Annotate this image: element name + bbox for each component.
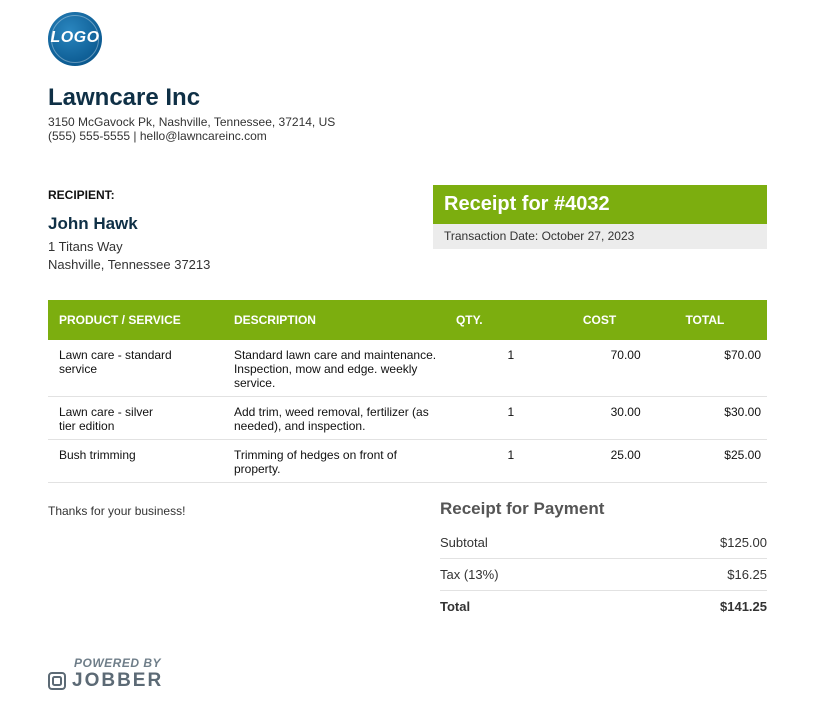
total-label: Total (440, 599, 471, 614)
cost-cell: 25.00 (572, 440, 675, 483)
company-logo (48, 12, 102, 66)
total-cell: $30.00 (674, 397, 767, 440)
recipient-address-line2: Nashville, Tennessee 37213 (48, 257, 211, 272)
company-address: 3150 McGavock Pk, Nashville, Tennessee, 37214, US (48, 115, 336, 129)
table-row (48, 440, 767, 483)
header-cost: COST (572, 300, 675, 340)
description-line: Inspection, mow and edge. weekly (233, 362, 418, 376)
product-line: service (59, 362, 98, 376)
receipt-title: Receipt for #4032 (433, 185, 767, 224)
description-cell (223, 397, 445, 440)
tax-value: $16.25 (727, 567, 767, 582)
transaction-date: Transaction Date: October 27, 2023 (433, 224, 767, 249)
payment-title: Receipt for Payment (440, 499, 605, 518)
recipient-address-line1: 1 Titans Way (48, 239, 123, 254)
product-cell (48, 340, 223, 397)
total-cell: $70.00 (674, 340, 767, 397)
total-row (440, 591, 767, 622)
subtotal-value: $125.00 (720, 535, 767, 550)
description-line: service. (233, 376, 276, 390)
total-cell: $25.00 (674, 440, 767, 483)
jobber-logo-icon (48, 672, 66, 690)
tax-row (440, 559, 767, 591)
subtotal-label: Subtotal (440, 535, 488, 550)
recipient-name: John Hawk (48, 214, 138, 233)
product-line: Lawn care - silver (59, 405, 154, 419)
total-value: $141.25 (720, 599, 767, 614)
description-line: Add trim, weed removal, fertilizer (as (233, 405, 429, 419)
description-cell (223, 340, 445, 397)
cost-cell: 70.00 (572, 340, 675, 397)
logo-text: LOGO (50, 29, 100, 46)
product-cell (48, 440, 223, 483)
qty-cell: 1 (445, 397, 572, 440)
qty-cell: 1 (445, 440, 572, 483)
table-row (48, 340, 767, 397)
subtotal-row (440, 527, 767, 559)
receipt-header-box (433, 185, 767, 249)
qty-cell: 1 (445, 340, 572, 397)
header-total: TOTAL (674, 300, 767, 340)
table-row (48, 397, 767, 440)
product-cell (48, 397, 223, 440)
header-product: PRODUCT / SERVICE (48, 300, 223, 340)
product-line: Bush trimming (59, 448, 136, 462)
jobber-brand-text: JOBBER (72, 670, 164, 691)
product-line: tier edition (59, 419, 115, 433)
tax-label: Tax (13%) (440, 567, 499, 582)
payment-summary (440, 499, 767, 622)
table-header-row (48, 300, 767, 340)
header-description: DESCRIPTION (223, 300, 445, 340)
description-line: Standard lawn care and maintenance. (233, 348, 437, 362)
company-name: Lawncare Inc (48, 84, 201, 111)
description-line: needed), and inspection. (233, 419, 366, 433)
line-items-table (48, 300, 767, 483)
description-line: property. (233, 462, 281, 476)
recipient-label: RECIPIENT: (48, 188, 115, 202)
header-qty: QTY. (445, 300, 572, 340)
thanks-message: Thanks for your business! (48, 504, 186, 518)
company-contact: (555) 555-5555 | hello@lawncareinc.com (48, 129, 267, 143)
description-line: Trimming of hedges on front of (233, 448, 397, 462)
description-cell (223, 440, 445, 483)
powered-by-label: POWERED BY (74, 656, 162, 670)
product-line: Lawn care - standard (59, 348, 172, 362)
cost-cell: 30.00 (572, 397, 675, 440)
